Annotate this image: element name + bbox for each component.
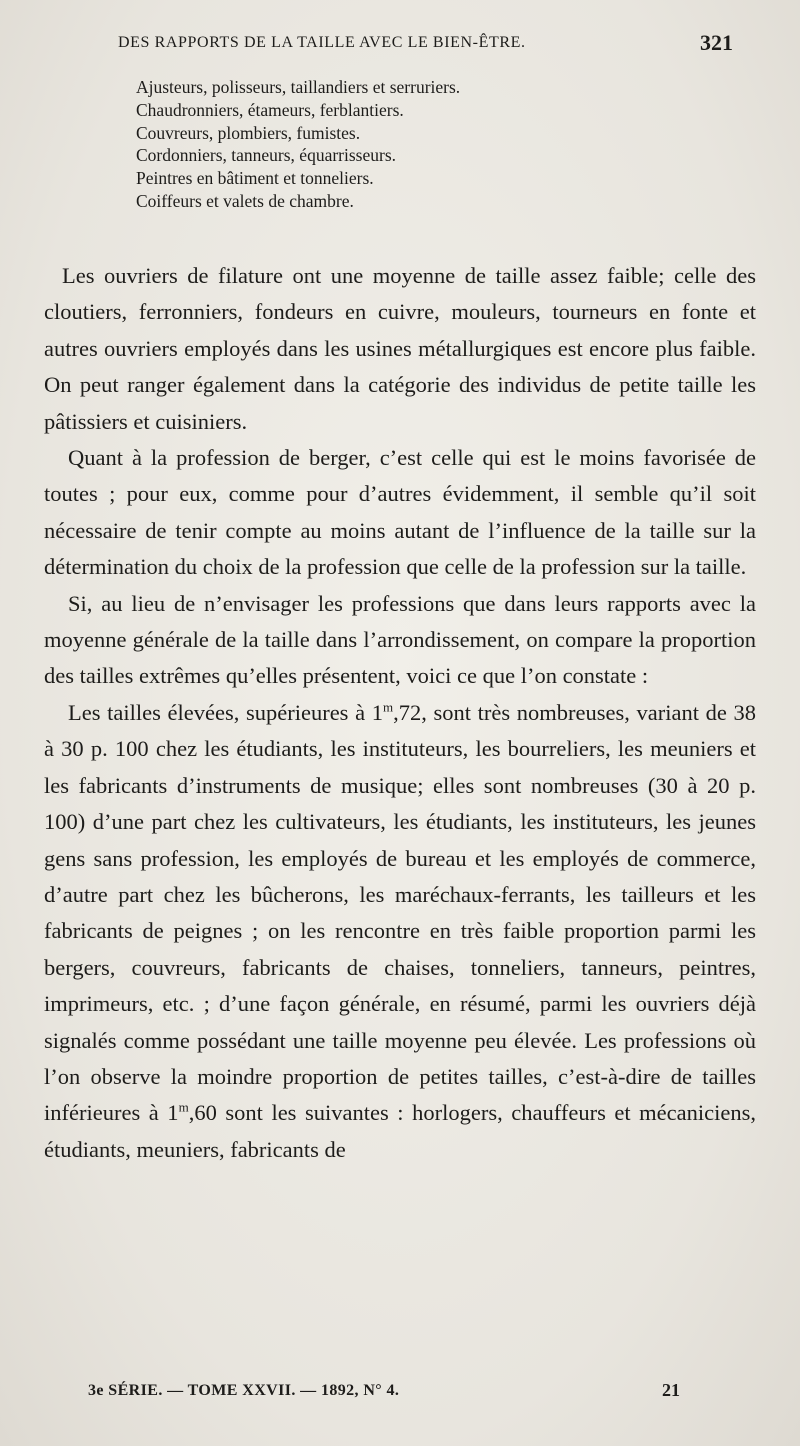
paragraph-text: ,72, sont très nombreuses, variant de 38 à 30 p. 100 chez les étudiants, les instituteurs, les bourreliers, les meuniers et les fabricants d’instruments de musique; elles sont nombreuses (30 à 20 p. 100) d’une part chez les cultivateurs, les étudiants, les instituteurs, les jeunes gens sans profession, les employés de bureau et les employés de commerce, d’autre part chez les bûcherons, les maréchaux-ferrants, les tailleurs et les fabricants de peignes ; on les rencontre en très faible proportion parmi les bergers, couvreurs, fabricants de chaises, tonneliers, tanneurs, peintres, imprimeurs, etc. ; d’une façon générale, en résumé, parmi les ouvriers déjà signalés comme possédant une taille moyenne peu élevée. Les professions où l’on observe la moindre proportion de petites tailles, c’est-à-dire de tailles inférieures à 1 <box>44 699 756 1126</box>
page-number: 321 <box>700 30 733 55</box>
unit-superscript: m <box>382 699 394 715</box>
footer-sheet-number: 21 <box>662 1380 680 1400</box>
paragraph-text: Les tailles élevées, supérieures à 1 <box>68 699 383 725</box>
list-item: Coiffeurs et valets de chambre. <box>136 190 354 211</box>
occupation-list <box>136 76 736 213</box>
footer-signature: 3e SÉRIE. — TOME XXVII. — 1892, N° 4. <box>88 1382 400 1399</box>
running-head: DES RAPPORTS DE LA TAILLE AVEC LE BIEN-ÊTRE. <box>118 34 526 51</box>
list-item: Cordonniers, tanneurs, équarrisseurs. <box>136 145 397 166</box>
list-item: Peintres en bâtiment et tonneliers. <box>136 168 374 189</box>
list-item: Couvreurs, plombiers, fumistes. <box>136 122 361 143</box>
paragraph-text: ,60 sont les suivantes : horlogers, chauffeurs et mécaniciens, étudiants, meuniers, fabricants de <box>44 1100 756 1162</box>
unit-superscript: m <box>178 1099 189 1115</box>
paragraph-berger: Quant à la profession de berger, c’est celle qui est le moins favorisée de toutes ; pour eux, comme pour d’autres évidemment, il semble qu’il soit nécessaire de tenir compte au moins autant de l’influence de la taille sur la détermination du choix de la profession que celle de la profession sur la taille. <box>44 445 756 580</box>
list-item: Chaudronniers, étameurs, ferblantiers. <box>136 99 404 120</box>
paragraph-filature: Les ouvriers de filature ont une moyenne de taille assez faible; celle des cloutiers, ferronniers, fondeurs en cuivre, mouleurs, tourneurs en fonte et autres ouvriers employés dans les usines métallurgiques est encore plus faible. On peut ranger également dans la catégorie des individus de petite taille les pâtissiers et cuisiniers. <box>44 263 756 434</box>
body-text <box>44 258 756 1168</box>
paragraph-tailles-elevees <box>44 695 756 1168</box>
paragraph-tailles-extremes: Si, au lieu de n’envisager les professions que dans leurs rapports avec la moyenne générale de la taille dans l’arrondissement, on compare la proportion des tailles extrêmes qu’elles présentent, voici ce que l’on constate : <box>44 590 756 689</box>
list-item: Ajusteurs, polisseurs, taillandiers et serruriers. <box>136 77 461 97</box>
